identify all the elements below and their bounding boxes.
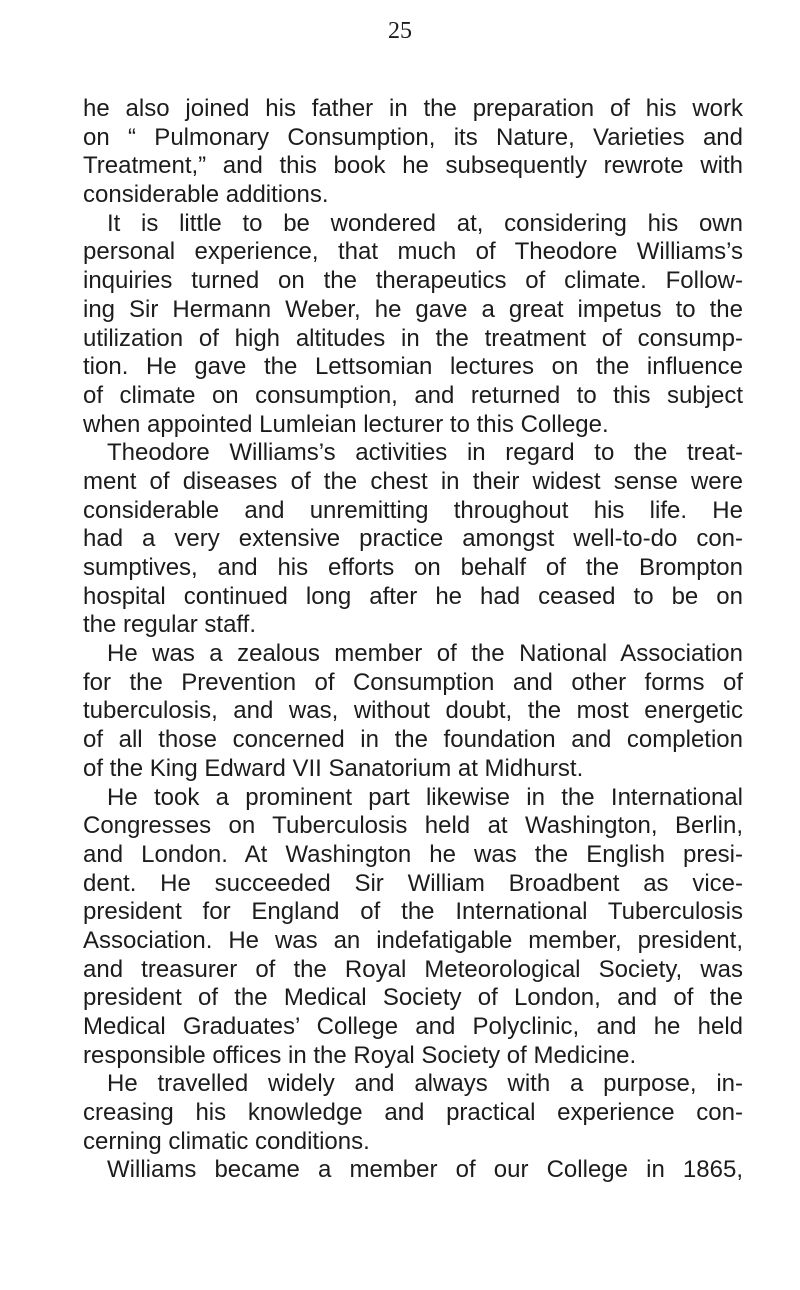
text-line: of climate on consumption, and returned to this subject — [83, 381, 743, 409]
text-line: responsible offices in the Royal Society of Medicine. — [83, 1041, 637, 1069]
text-line: ing Sir Hermann Weber, he gave a great impetus to the — [83, 295, 743, 323]
text-line: considerable additions. — [83, 181, 329, 209]
text-line: sumptives, and his efforts on behalf of the Brompton — [83, 554, 743, 581]
text-line: the regular staff. — [83, 611, 256, 639]
text-line: ment of diseases of the chest in their widest sense were — [83, 467, 743, 495]
text-line: and treasurer of the Royal Meteorological Society, was — [83, 955, 743, 983]
text-line: president for England of the International Tuberculosis — [83, 898, 743, 926]
text-line: on “ Pulmonary Consumption, its Nature, Varieties and — [83, 123, 743, 151]
text-line: considerable and unremitting throughout his life. He — [83, 496, 743, 524]
text-line: Treatment,” and this book he subsequently rewrote with — [83, 152, 743, 180]
text-line: hospital continued long after he had ceased to be on — [83, 582, 743, 610]
text-line: of all those concerned in the foundation and completion — [83, 726, 743, 754]
text-line: He travelled widely and always with a purpose, in- — [107, 1070, 743, 1098]
page-number: 25 — [388, 18, 412, 44]
text-line: Theodore Williams’s activities in regard to the treat- — [107, 439, 743, 467]
text-line: when appointed Lumleian lecturer to this College. — [83, 410, 609, 438]
body-text — [83, 95, 743, 1185]
text-line: inquiries turned on the therapeutics of climate. Follow- — [83, 267, 743, 295]
text-line: president of the Medical Society of London, and of the — [83, 984, 743, 1012]
text-line: cerning climatic conditions. — [83, 1127, 370, 1155]
text-line: creasing his knowledge and practical experience con- — [83, 1099, 743, 1127]
text-line: of the King Edward VII Sanatorium at Midhurst. — [83, 754, 584, 782]
text-line: utilization of high altitudes in the treatment of consump- — [83, 324, 743, 352]
text-line: personal experience, that much of Theodore Williams’s — [83, 238, 743, 266]
text-line: and London. At Washington he was the English presi- — [83, 840, 743, 868]
text-line: dent. He succeeded Sir William Broadbent as vice- — [83, 869, 743, 897]
text-line: Medical Graduates’ College and Polyclinic, and he held — [83, 1013, 743, 1040]
text-line: Congresses on Tuberculosis held at Washington, Berlin, — [83, 812, 743, 840]
text-line: tion. He gave the Lettsomian lectures on the influence — [83, 353, 743, 381]
text-line: for the Prevention of Consumption and other forms of — [83, 668, 743, 696]
text-line: tuberculosis, and was, without doubt, the most energetic — [83, 697, 743, 725]
text-line: He took a prominent part likewise in the International — [107, 783, 743, 811]
text-line: Association. He was an indefatigable member, president, — [83, 926, 743, 954]
text-line: It is little to be wondered at, considering his own — [107, 209, 743, 237]
text-line: Williams became a member of our College in 1865, — [107, 1156, 743, 1184]
text-line: he also joined his father in the preparation of his work — [83, 95, 743, 122]
text-line: had a very extensive practice amongst well-to-do con- — [83, 525, 743, 553]
text-line: He was a zealous member of the National Association — [107, 640, 743, 668]
